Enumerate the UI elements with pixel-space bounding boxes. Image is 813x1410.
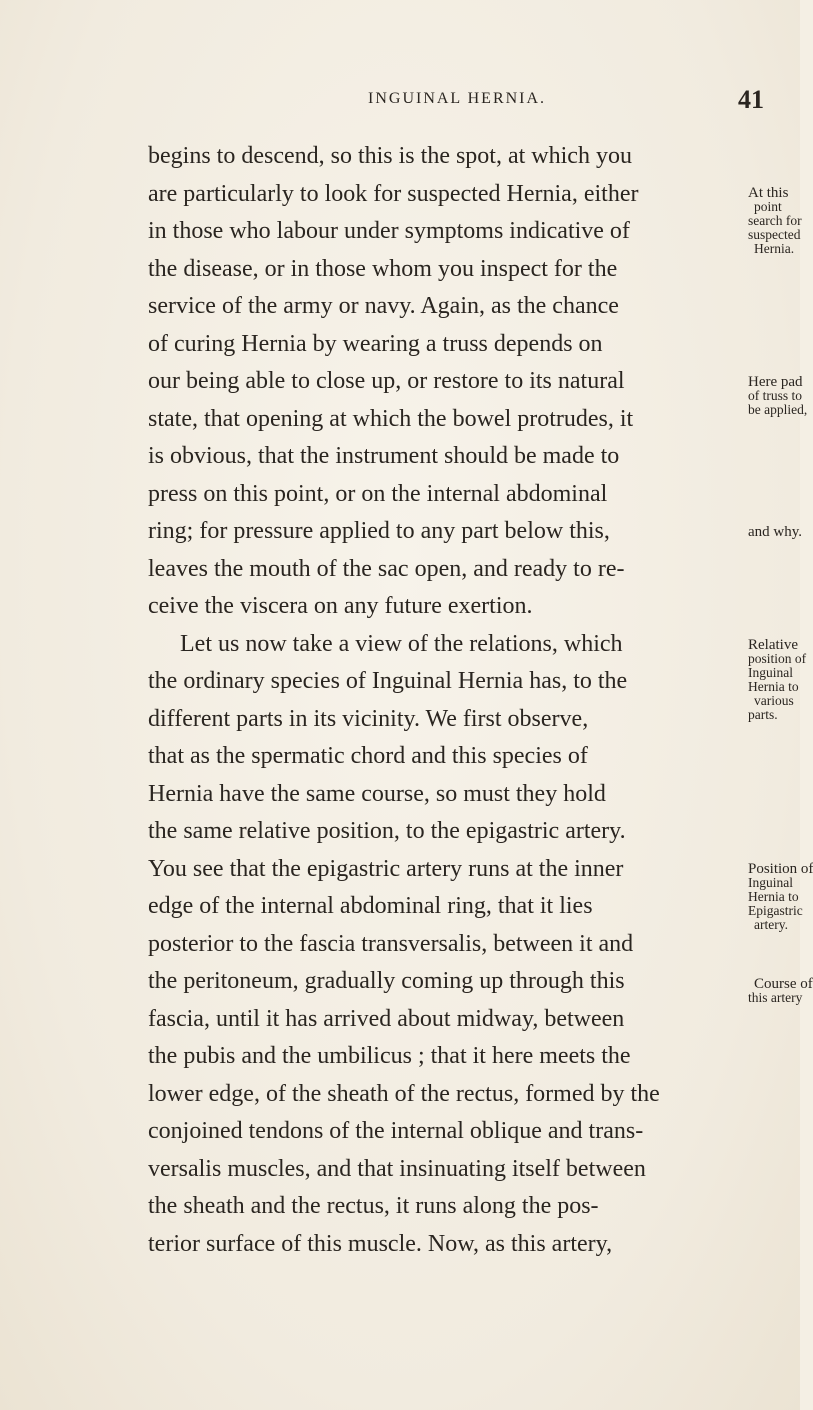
margin-note-line: artery. (754, 917, 788, 932)
margin-note-line: parts. (748, 707, 778, 722)
text-line: state, that opening at which the bowel protrudes, it (148, 405, 634, 432)
text-line: is obvious, that the instrument should be made to (148, 443, 620, 469)
text-line: the peritoneum, gradually coming up through this (148, 968, 625, 994)
text-line: press on this point, or on the internal abdominal (148, 480, 608, 507)
margin-note-truss-pad (748, 374, 808, 417)
margin-note-search-hernia (748, 186, 800, 256)
margin-note-line: Inguinal (748, 875, 793, 890)
margin-note-line: At this (748, 185, 789, 201)
body-text (148, 138, 743, 1263)
text-line: begins to descend, so this is the spot, at which you (148, 143, 632, 169)
text-line: different parts in its vicinity. We first observe, (148, 705, 589, 732)
margin-note-line: of truss to (748, 388, 802, 403)
text-line: in those who labour under symptoms indicative of (148, 218, 630, 244)
margin-note-line: Here pad (748, 374, 803, 390)
text-line: the same relative position, to the epigastric artery. (148, 818, 626, 844)
page-number: 41 (738, 85, 764, 114)
text-line: posterior to the fascia transversalis, between it and (148, 930, 634, 957)
margin-note-line: Hernia to (748, 889, 799, 904)
text-line: edge of the internal abdominal ring, that it lies (148, 893, 593, 919)
text-line: lower edge, of the sheath of the rectus, formed by the (148, 1080, 660, 1107)
margin-note-artery-course (748, 976, 813, 1005)
margin-note-line: point (754, 199, 782, 214)
margin-note-line: position of (748, 651, 807, 666)
margin-note-line: search for (748, 213, 802, 228)
text-line: Let us now take a view of the relations, which (180, 630, 623, 657)
margin-note-and-why (748, 524, 803, 540)
text-line: terior surface of this muscle. Now, as this artery, (148, 1230, 613, 1257)
text-line: You see that the epigastric artery runs at the inner (148, 855, 624, 882)
text-line: of curing Hernia by wearing a truss depends on (148, 330, 603, 357)
margin-note-line: Epigastric (748, 903, 803, 918)
margin-note-line: Hernia to (748, 679, 799, 694)
text-line: that as the spermatic chord and this species of (148, 743, 588, 769)
text-line: service of the army or navy. Again, as the chance (148, 293, 619, 319)
margin-note-line: Relative (748, 637, 798, 653)
text-line: are particularly to look for suspected Hernia, either (148, 180, 639, 207)
margin-note-line: suspected (748, 227, 801, 242)
text-line: the pubis and the umbilicus ; that it here meets the (148, 1043, 631, 1069)
text-line: the sheath and the rectus, it runs along the pos- (148, 1193, 599, 1219)
margin-note-line: Position of (748, 861, 813, 877)
text-line: fascia, until it has arrived about midway, between (148, 1005, 625, 1032)
text-line: ceive the viscera on any future exertion. (148, 593, 533, 619)
text-line: versalis muscles, and that insinuating itself between (148, 1155, 646, 1182)
running-title: INGUINAL HERNIA. (368, 90, 547, 107)
margin-note-line: Inguinal (748, 665, 793, 680)
text-line: the disease, or in those whom you inspect for the (148, 255, 618, 282)
text-line: leaves the mouth of the sac open, and ready to re- (148, 555, 625, 582)
text-line: Hernia have the same course, so must they hold (148, 780, 606, 807)
text-line: the ordinary species of Inguinal Hernia has, to the (148, 668, 628, 694)
margin-note-relative-position (748, 637, 807, 722)
margin-note-line: this artery (748, 990, 803, 1005)
margin-note-line: Course of (754, 976, 813, 992)
margin-note-line: Hernia. (754, 241, 795, 256)
text-line: our being able to close up, or restore to its natural (148, 368, 625, 394)
text-line: conjoined tendons of the internal oblique and trans- (148, 1118, 644, 1144)
margin-note-epigastric-position (748, 861, 813, 932)
margin-note-line: be applied, (748, 402, 808, 417)
margin-note-line: various (754, 693, 794, 708)
text-line: ring; for pressure applied to any part below this, (148, 518, 610, 544)
margin-note-line: and why. (748, 524, 803, 540)
